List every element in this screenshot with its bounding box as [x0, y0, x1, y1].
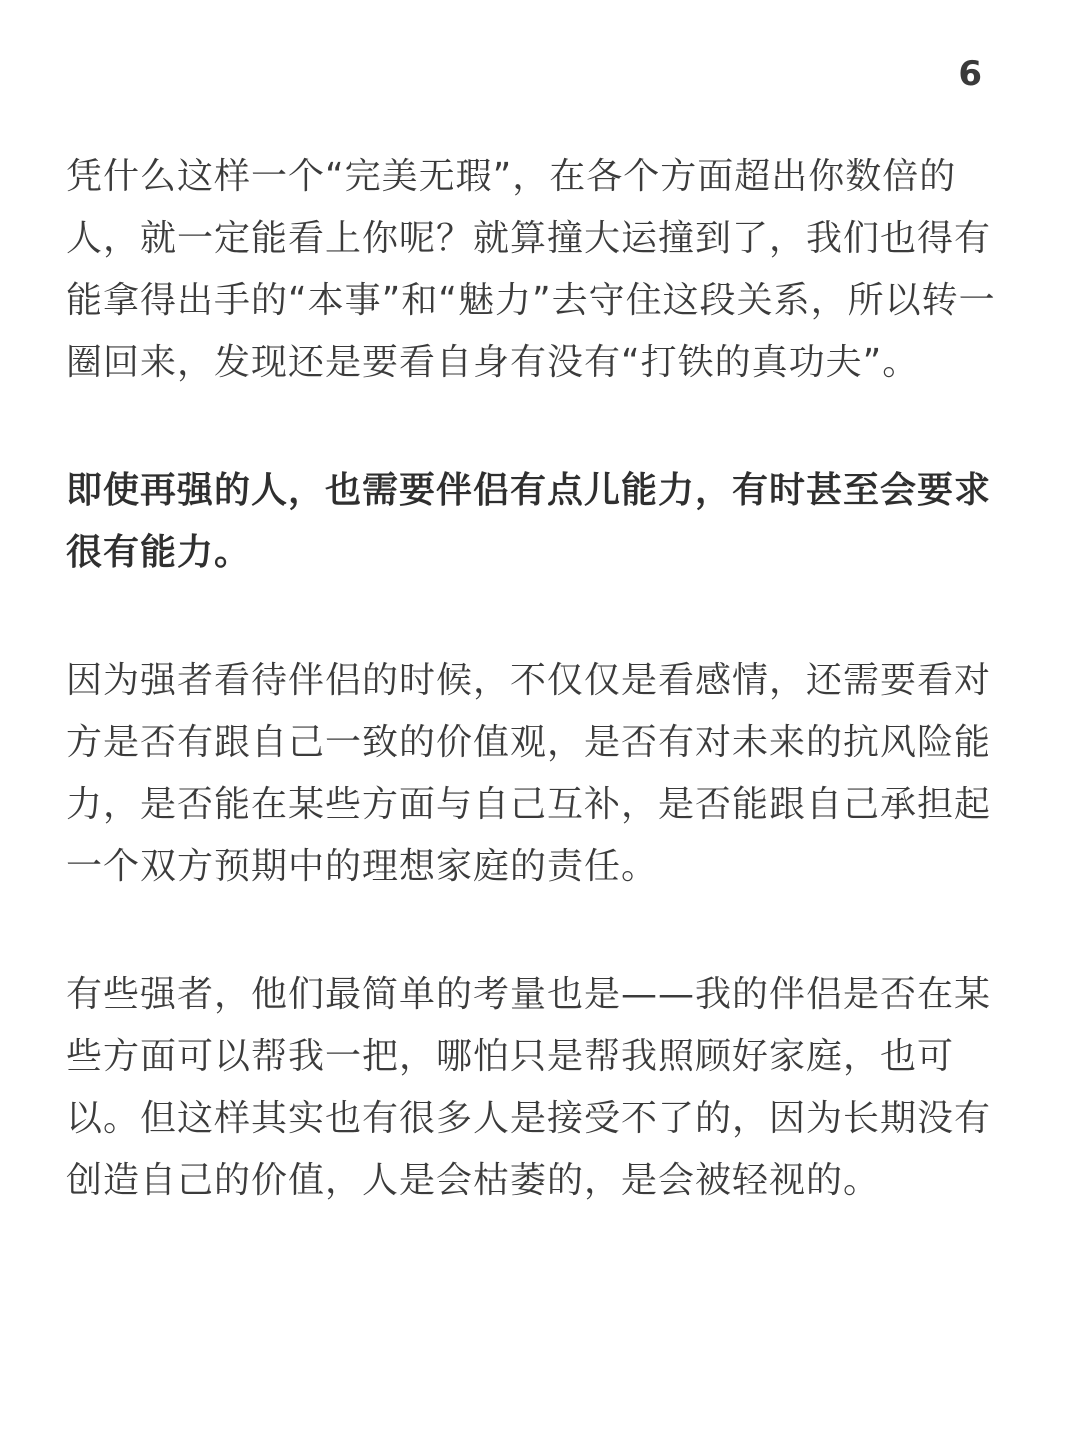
paragraph-3: 因为强者看待伴侣的时候，不仅仅是看感情，还需要看对方是否有跟自己一致的价值观，是否有对未来的抗风险能力，是否能在某些方面与自己互补，是否能跟自己承担起一个双方预期中的理想家庭的责任。	[66, 660, 992, 887]
paragraph-1: 凭什么这样一个“完美无瑕”，在各个方面超出你数倍的人，就一定能看上你呢？就算撞大运撞到了，我们也得有能拿得出手的“本事”和“魅力”去守住这段关系，所以转一圈回来，发现还是要看自身有没有“打铁的真功夫”。	[66, 156, 996, 383]
paragraph-4: 有些强者，他们最简单的考量也是——我的伴侣是否在某些方面可以帮我一把，哪怕只是帮我照顾好家庭，也可以。但这样其实也有很多人是接受不了的，因为长期没有创造自己的价值，人是会枯萎的，是会被轻视的。	[66, 974, 992, 1201]
paragraph-2-bold: 即使再强的人，也需要伴侣有点儿能力，有时甚至会要求很有能力。	[66, 470, 992, 573]
article-body	[66, 146, 1016, 1212]
page-number: 6	[958, 54, 982, 94]
